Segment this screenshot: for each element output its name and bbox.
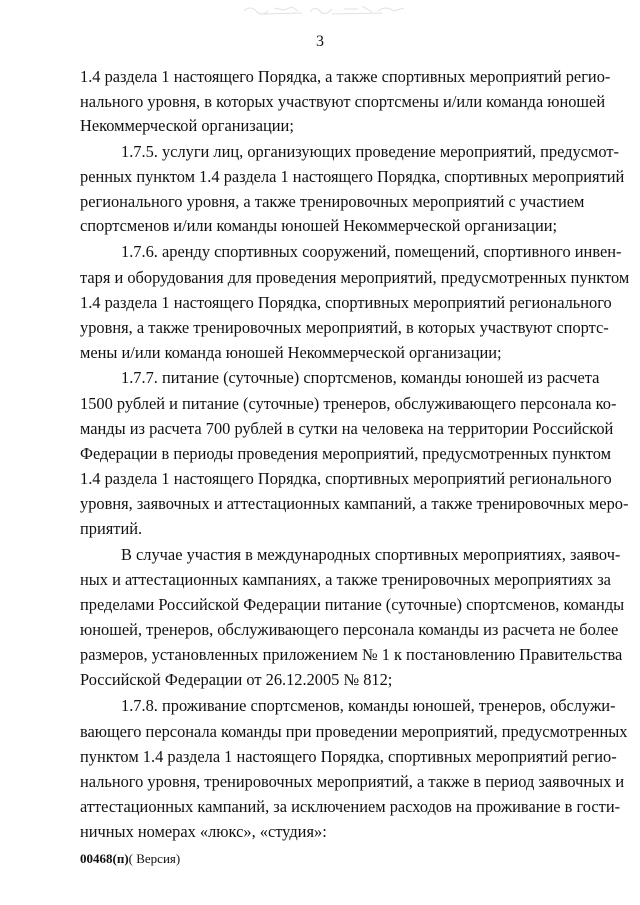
document-code: 00468(п) [80, 851, 129, 866]
text-line: 1.4 раздела 1 настоящего Порядка, спортивных мероприятий регионального [80, 469, 612, 488]
text-line: мены и/или команда юношей Некоммерческой организации; [80, 343, 502, 362]
text-line: Российской Федерации от 26.12.2005 № 812; [80, 670, 393, 689]
text-line: 1500 рублей и питание (суточные) тренеров, обслуживающего персонала ко- [80, 394, 617, 413]
page-number: 3 [316, 33, 324, 50]
text-line: ренных пунктом 1.4 раздела 1 настоящего Порядка, спортивных мероприятий [80, 167, 625, 186]
text-line: аттестационных кампаний, за исключением расходов на проживание в гости- [80, 797, 621, 816]
text-line: пунктом 1.4 раздела 1 настоящего Порядка, спортивных мероприятий регио- [80, 747, 617, 766]
text-line: пределами Российской Федерации питание (суточные) спортсменов, команды [80, 595, 625, 614]
text-line: нального уровня, тренировочных мероприятий, а также в период заявочных и [80, 772, 625, 791]
text-line: юношей, тренеров, обслуживающего персонала команды из расчета не более [80, 620, 619, 639]
document-footer [80, 851, 180, 867]
text-line: таря и оборудования для проведения мероприятий, предусмотренных пунктом [80, 268, 630, 287]
text-line: манды из расчета 700 рублей в сутки на человека на территории Российской [80, 419, 614, 438]
paragraph-1-7-6: 1.7.6. аренду спортивных сооружений, помещений, спортивного инвен- [121, 242, 622, 261]
paragraph-1-7-7: 1.7.7. питание (суточные) спортсменов, команды юношей из расчета [121, 368, 600, 387]
text-line: нального уровня, в которых участвуют спортсмены и/или команда юношей [80, 92, 606, 111]
text-line: спортсменов и/или команды юношей Некоммерческой организации; [80, 216, 558, 235]
text-line: уровня, а также тренировочных мероприятий, в которых участвуют спортс- [80, 318, 609, 337]
paragraph-1-7-8: 1.7.8. проживание спортсменов, команды юношей, тренеров, обслужи- [121, 696, 616, 715]
text-line: Некоммерческой организации; [80, 116, 294, 135]
text-line: вающего персонала команды при проведении мероприятий, предусмотренных [80, 722, 628, 741]
text-line: ничных номерах «люкс», «студия»: [80, 822, 327, 841]
text-line: ных и аттестационных кампаниях, а также тренировочных мероприятиях за [80, 570, 611, 589]
faint-stamp-marks [240, 2, 410, 16]
text-line: 1.4 раздела 1 настоящего Порядка, спортивных мероприятий регионального [80, 293, 612, 312]
text-line: размеров, установленных приложением № 1 к постановлению Правительства [80, 645, 623, 664]
text-line: Федерации в периоды проведения мероприятий, предусмотренных пунктом [80, 444, 611, 463]
text-line: 1.4 раздела 1 настоящего Порядка, а также спортивных мероприятий регио- [80, 67, 611, 86]
document-version: ( Версия) [128, 851, 181, 866]
paragraph-international: В случае участия в международных спортивных мероприятиях, заявоч- [121, 545, 621, 564]
text-line: регионального уровня, а также тренировочных мероприятий с участием [80, 192, 585, 211]
text-line: приятий. [80, 519, 143, 538]
paragraph-1-7-5: 1.7.5. услуги лиц, организующих проведение мероприятий, предусмот- [121, 142, 619, 161]
text-line: уровня, заявочных и аттестационных кампаний, а также тренировочных меро- [80, 494, 629, 513]
